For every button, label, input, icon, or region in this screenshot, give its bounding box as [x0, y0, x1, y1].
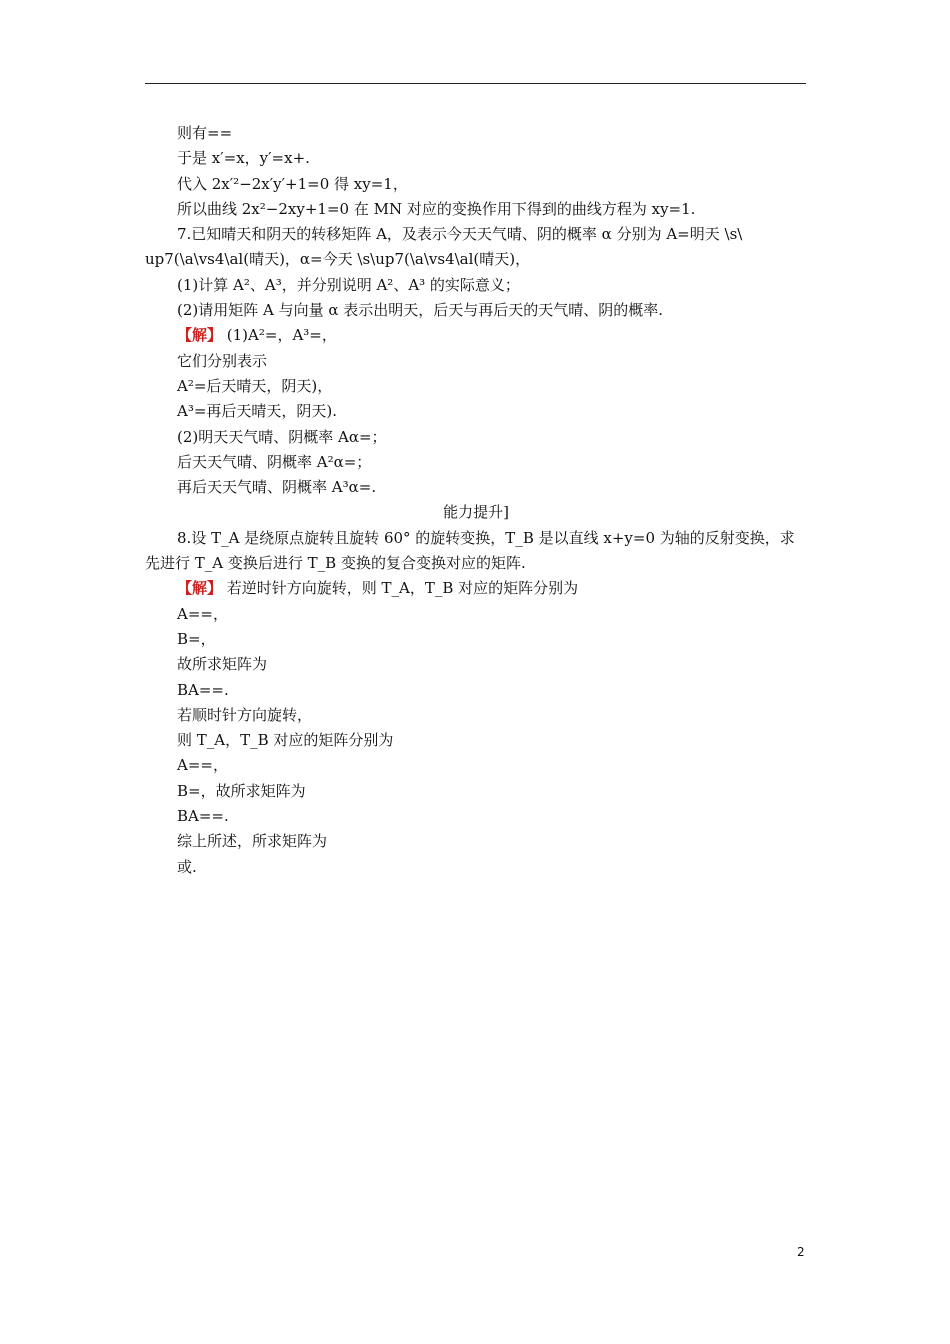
solution-label: 【解】	[177, 579, 223, 598]
text-line-1: 则有==	[177, 124, 233, 142]
section-heading: 能力提升]	[443, 503, 509, 522]
text-line-27: B=，故所求矩阵为	[177, 781, 306, 800]
text-line-28: BA==.	[177, 807, 229, 826]
text-line-10: 它们分别表示	[177, 351, 268, 370]
problem-7-part-1: (1)计算 A²、A³，并分别说明 A²、A³ 的实际意义；	[177, 275, 520, 294]
problem-7-part-2: (2)请用矩阵 A 与向量 α 表示出明天，后天与再后天的天气晴、阴的概率.	[177, 301, 664, 320]
text-line-11: A²=后天晴天，阴天)，	[177, 376, 333, 395]
solution-8-heading: 【解】 若逆时针方向旋转，则 T_A，T_B 对应的矩阵分别为	[177, 579, 579, 598]
text-line-21: B=，	[177, 629, 216, 648]
text-line-2: 于是 x′=x，y′=x+.	[177, 149, 310, 168]
text-line-29: 综上所述，所求矩阵为	[177, 832, 328, 851]
solution-7-heading: 【解】 (1)A²=，A³=，	[177, 326, 337, 345]
text-line-24: 若顺时针方向旋转，	[177, 705, 313, 724]
text-line-22: 故所求矩阵为	[177, 655, 268, 674]
text-line-14: 后天天气晴、阴概率 A²α=；	[177, 452, 372, 471]
problem-8-line-2: 先进行 T_A 变换后进行 T_B 变换的复合变换对应的矩阵.	[145, 554, 526, 573]
text-line-13: (2)明天天气晴、阴概率 Aα=；	[177, 427, 387, 446]
solution-label: 【解】	[177, 326, 223, 345]
text-line-15: 再后天天气晴、阴概率 A³α=.	[177, 478, 377, 497]
header-rule	[145, 83, 806, 84]
problem-7-line-2: up7(\a\vs4\al(晴天)，α=今天 \s\up7(\a\vs4\al(晴天)，	[145, 250, 531, 269]
text-line-4: 所以曲线 2x²−2xy+1=0 在 MN 对应的变换作用下得到的曲线方程为 xy=1.	[177, 199, 696, 218]
page-number: 2	[797, 1245, 805, 1259]
problem-7-line-1: 7.已知晴天和阴天的转移矩阵 A，及表示今天天气晴、阴的概率 α 分别为 A=明天 \s\	[177, 225, 743, 244]
text-line-20: A==，	[177, 604, 228, 623]
text-line-3: 代入 2x′²−2x′y′+1=0 得 xy=1，	[177, 174, 408, 193]
document-body	[145, 121, 807, 880]
text-line-12: A³=再后天晴天，阴天).	[177, 402, 338, 421]
text-line-26: A==，	[177, 756, 228, 775]
text-line-23: BA==.	[177, 680, 229, 699]
text-line-25: 则 T_A，T_B 对应的矩阵分别为	[177, 731, 394, 750]
text-line-30: 或.	[177, 857, 197, 876]
problem-8-line-1: 8.设 T_A 是绕原点旋转且旋转 60° 的旋转变换，T_B 是以直线 x+y=0 为轴的反射变换，求	[177, 528, 795, 547]
